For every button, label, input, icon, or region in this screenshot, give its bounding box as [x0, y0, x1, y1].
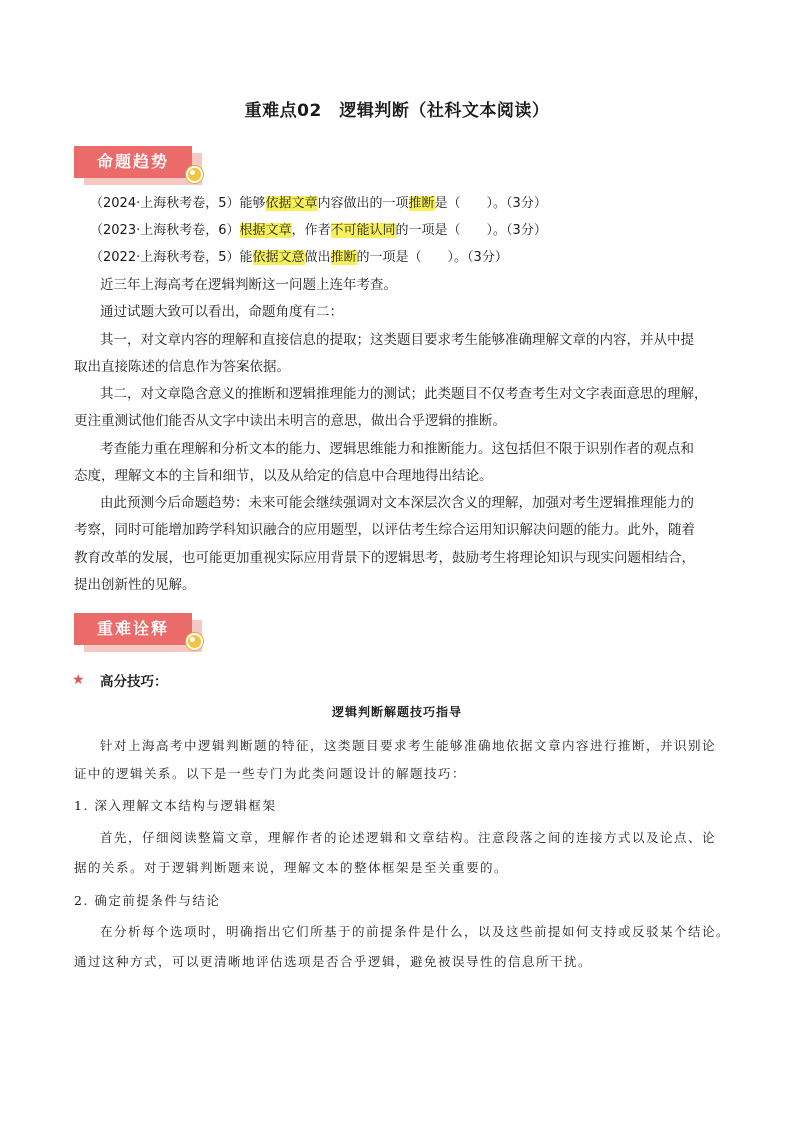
- explain-banner-label: 重难诠释: [74, 613, 192, 645]
- tips-item-title: 1. 深入理解文本结构与逻辑框架: [74, 798, 277, 813]
- tips-subtitle: 逻辑判断解题技巧指导: [331, 705, 462, 719]
- paragraph: 其二，对文章隐含意义的推断和逻辑推理能力的测试；此类题目不仅考查考生对文字表面意思的理解，: [100, 386, 708, 402]
- tips-paragraph: 证中的逻辑关系。以下是一些专门为此类问题设计的解题技巧：: [74, 766, 467, 781]
- trend-banner: [74, 146, 206, 188]
- tips-paragraph: 通过这种方式，可以更清晰地评估选项是否合乎逻辑，避免被误导性的信息所干扰。: [74, 954, 593, 969]
- question-line-1: （2024·上海秋考卷，5）能够依据文章内容做出的一项推断是（ ）。（3分）: [90, 196, 547, 211]
- tips-paragraph: 首先，仔细阅读整篇文章，理解作者的论述逻辑和文章结构。注意段落之间的连接方式以及论点、论: [100, 830, 717, 845]
- star-icon: ★: [72, 672, 85, 688]
- trend-banner-label: 命题趋势: [74, 146, 192, 178]
- paragraph: 提出创新性的见解。: [74, 577, 196, 593]
- page-title: 重难点02 逻辑判断（社科文本阅读）: [244, 101, 550, 121]
- tips-paragraph: 据的关系。对于逻辑判断题来说，理解文本的整体框架是至关重要的。: [74, 860, 509, 875]
- paragraph: 取出直接陈述的信息作为答案依据。: [74, 359, 290, 375]
- paragraph: 考查能力重在理解和分析文本的能力、逻辑思维能力和推断能力。这包括但不限于识别作者的观点和: [100, 441, 694, 457]
- paragraph: 其一，对文章内容的理解和直接信息的提取；这类题目要求考生能够准确理解文章的内容，并从中提: [100, 332, 694, 348]
- tips-heading: 高分技巧：: [100, 674, 168, 690]
- paragraph: 更注重测试他们能否从文字中读出未明言的意思，做出合乎逻辑的推断。: [74, 413, 506, 429]
- explain-banner: [74, 613, 206, 655]
- paragraph: 由此预测今后命题趋势：未来可能会继续强调对文本深层次含义的理解，加强对考生逻辑推理能力的: [100, 495, 694, 511]
- question-line-3: （2022·上海秋考卷，5）能依据文意做出推断的一项是（ ）。（3分）: [90, 250, 508, 265]
- paragraph: 态度，理解文本的主旨和细节，以及从给定的信息中合理地得出结论。: [74, 468, 493, 484]
- paragraph: 通过试题大致可以看出，命题角度有二：: [100, 304, 343, 320]
- tips-item-title: 2. 确定前提条件与结论: [74, 893, 221, 908]
- paragraph: 近三年上海高考在逻辑判断这一问题上连年考查。: [100, 277, 397, 293]
- paragraph: 教育改革的发展，也可能更加重视实际应用背景下的逻辑思考，鼓励考生将理论知识与现实问题相结合，: [74, 550, 695, 566]
- tips-paragraph: 针对上海高考中逻辑判断题的特征，这类题目要求考生能够准确地依据文章内容进行推断，并识别论: [100, 738, 717, 753]
- question-line-2: （2023·上海秋考卷，6）根据文章，作者不可能认同的一项是（ ）。（3分）: [90, 223, 547, 238]
- clip-icon: [186, 633, 203, 650]
- tips-paragraph: 在分析每个选项时，明确指出它们所基于的前提条件是什么，以及这些前提如何支持或反驳某个结论。: [100, 924, 731, 939]
- clip-icon: [186, 166, 203, 183]
- paragraph: 考察，同时可能增加跨学科知识融合的应用题型，以评估考生综合运用知识解决问题的能力。此外，随着: [74, 522, 695, 538]
